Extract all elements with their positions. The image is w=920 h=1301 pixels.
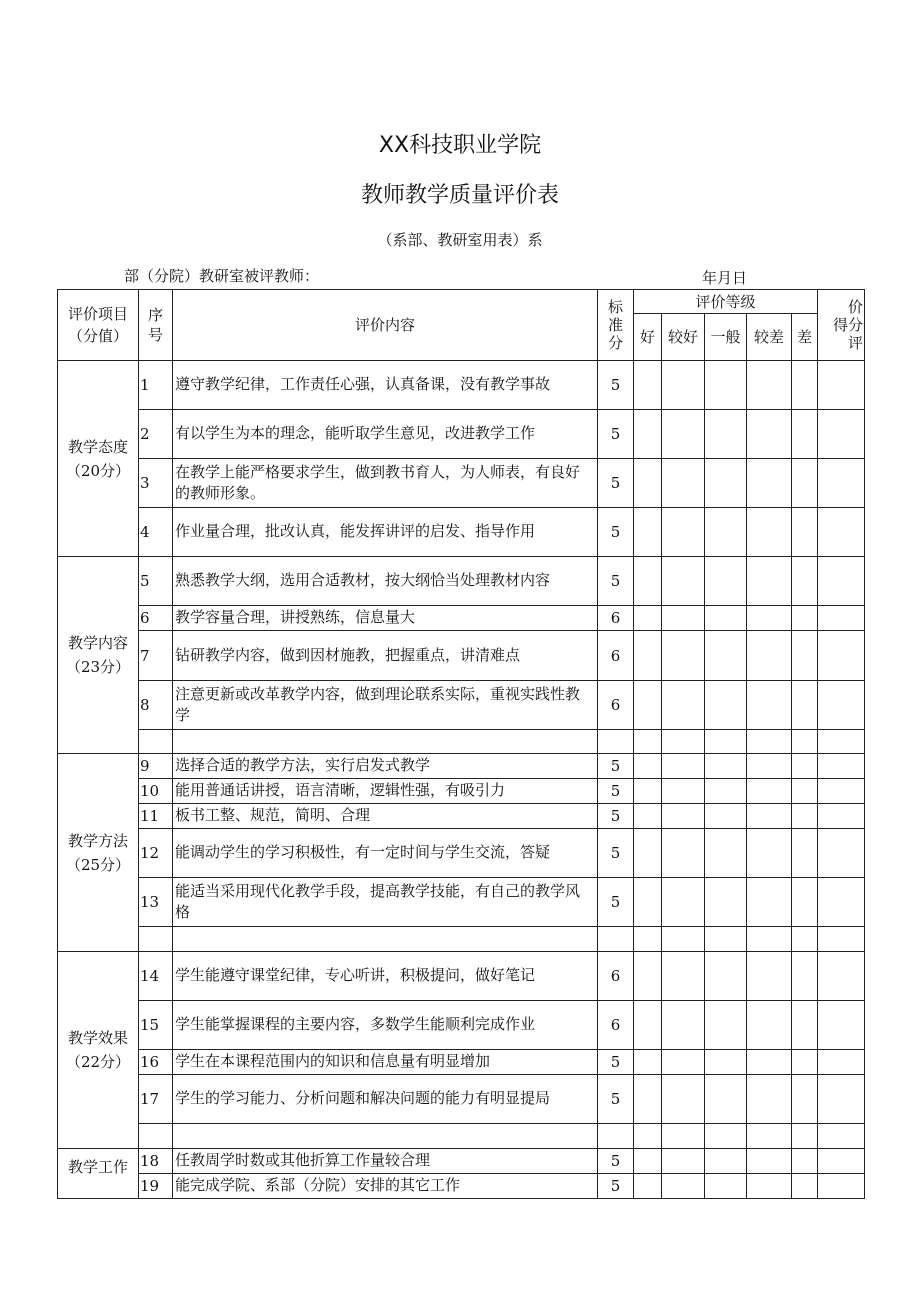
grade-checkbox-cell[interactable] (705, 754, 747, 779)
row-content: 任教周学时数或其他折算工作量较合理 (173, 1149, 598, 1174)
category-points: （25分） (65, 855, 131, 874)
grade-checkbox-cell[interactable] (634, 410, 662, 459)
grade-checkbox-cell[interactable] (747, 1174, 792, 1199)
table-row (58, 1075, 865, 1124)
row-standard-score: 5 (598, 508, 634, 557)
grade-checkbox-cell[interactable] (662, 829, 705, 878)
header-item-cell (58, 290, 139, 361)
blank-row (58, 730, 865, 754)
row-content: 有以学生为本的理念，能听取学生意见，改进教学工作 (173, 410, 598, 459)
blank-cell (818, 730, 865, 754)
row-number: 19 (139, 1174, 173, 1199)
row-content: 遵守教学纪律，工作责任心强，认真备课，没有教学事故 (173, 361, 598, 410)
grade-checkbox-cell[interactable] (792, 878, 818, 927)
blank-cell (173, 1124, 598, 1149)
blank-cell (662, 1124, 705, 1149)
row-standard-score: 6 (598, 631, 634, 681)
header-standard-cell (598, 290, 634, 361)
row-content: 板书工整、规范，简明、合理 (173, 804, 598, 829)
table-row (58, 952, 865, 1001)
grade-checkbox-cell[interactable] (662, 508, 705, 557)
total-score-cell[interactable] (818, 508, 865, 557)
row-standard-score: 5 (598, 410, 634, 459)
row-content: 作业量合理，批改认真，能发挥讲评的启发、指导作用 (173, 508, 598, 557)
grade-checkbox-cell[interactable] (705, 508, 747, 557)
header-total-line2: 得分 (832, 316, 863, 334)
row-number: 11 (139, 804, 173, 829)
grade-checkbox-cell[interactable] (747, 1001, 792, 1050)
blank-cell (747, 927, 792, 952)
table-row (58, 829, 865, 878)
grade-checkbox-cell[interactable] (662, 606, 705, 631)
grade-checkbox-cell[interactable] (792, 1149, 818, 1174)
category-points: （22分） (65, 1053, 131, 1071)
grade-checkbox-cell[interactable] (792, 1075, 818, 1124)
grade-checkbox-cell[interactable] (747, 361, 792, 410)
grade-checkbox-cell[interactable] (747, 557, 792, 606)
row-standard-score: 5 (598, 1174, 634, 1199)
row-number: 17 (139, 1075, 173, 1124)
total-score-cell[interactable] (818, 829, 865, 878)
total-score-cell[interactable] (818, 952, 865, 1001)
row-content: 能适当采用现代化教学手段，提高教学技能，有自己的教学风格 (173, 878, 598, 927)
grade-checkbox-cell[interactable] (705, 1174, 747, 1199)
blank-cell (173, 730, 598, 754)
total-score-cell[interactable] (818, 459, 865, 508)
table-row (58, 361, 865, 410)
category-name: 教学效果 (67, 1029, 128, 1047)
department-teacher-label: 部（分院）教研室被评教师： (124, 267, 320, 285)
category-points: （20分） (65, 461, 131, 480)
grade-checkbox-cell[interactable] (705, 1075, 747, 1124)
row-standard-score: 5 (598, 779, 634, 804)
header-no-line1: 序 (147, 306, 163, 324)
grade-checkbox-cell[interactable] (662, 631, 705, 681)
grade-checkbox-cell[interactable] (705, 1149, 747, 1174)
grade-checkbox-cell[interactable] (705, 410, 747, 459)
form-subtitle: （系部、教研室用表）系 (377, 231, 543, 249)
total-score-cell[interactable] (818, 410, 865, 459)
grade-checkbox-cell[interactable] (662, 557, 705, 606)
row-content: 熟悉教学大纲，选用合适教材，按大纲恰当处理教材内容 (173, 557, 598, 606)
row-number: 4 (139, 508, 173, 557)
grade-checkbox-cell[interactable] (634, 829, 662, 878)
grade-checkbox-cell[interactable] (747, 681, 792, 730)
row-standard-score: 5 (598, 804, 634, 829)
date-label: 年月日 (702, 269, 748, 287)
header-standard-line2: 准 (607, 316, 623, 334)
row-content: 钻研教学内容，做到因材施教，把握重点，讲清难点 (173, 631, 598, 681)
grade-checkbox-cell[interactable] (705, 804, 747, 829)
grade-checkbox-cell[interactable] (634, 606, 662, 631)
header-standard-line1: 标 (607, 298, 623, 316)
grade-checkbox-cell[interactable] (747, 410, 792, 459)
blank-cell (634, 1124, 662, 1149)
grade-checkbox-cell[interactable] (662, 1149, 705, 1174)
row-number: 16 (139, 1050, 173, 1075)
grade-checkbox-cell[interactable] (792, 754, 818, 779)
grade-checkbox-cell[interactable] (634, 681, 662, 730)
table-row (58, 754, 865, 779)
category-cell (58, 1149, 139, 1199)
row-content: 能完成学院、系部（分院）安排的其它工作 (173, 1174, 598, 1199)
row-standard-score: 5 (598, 1149, 634, 1174)
grade-checkbox-cell[interactable] (747, 878, 792, 927)
grade-checkbox-cell[interactable] (792, 631, 818, 681)
row-content: 学生在本课程范围内的知识和信息量有明显增加 (173, 1050, 598, 1075)
grade-checkbox-cell[interactable] (634, 878, 662, 927)
blank-cell (598, 927, 634, 952)
row-standard-score: 5 (598, 361, 634, 410)
blank-cell (662, 730, 705, 754)
grade-checkbox-cell[interactable] (662, 1174, 705, 1199)
grade-checkbox-cell[interactable] (705, 952, 747, 1001)
header-no-line2: 号 (147, 326, 163, 344)
total-score-cell[interactable] (818, 631, 865, 681)
grade-fairly-good: 较好 (662, 314, 705, 361)
row-content: 能用普通话讲授，语言清晰，逻辑性强，有吸引力 (173, 779, 598, 804)
grade-checkbox-cell[interactable] (662, 779, 705, 804)
row-content: 学生的学习能力、分析问题和解决问题的能力有明显提局 (173, 1075, 598, 1124)
grade-checkbox-cell[interactable] (747, 1050, 792, 1075)
grade-checkbox-cell[interactable] (662, 1001, 705, 1050)
row-content: 学生能遵守课堂纪律，专心听讲，积极提问，做好笔记 (173, 952, 598, 1001)
header-item-label: 评价项目 (67, 305, 128, 323)
blank-cell (662, 927, 705, 952)
row-number: 15 (139, 1001, 173, 1050)
row-number: 9 (139, 754, 173, 779)
grade-checkbox-cell[interactable] (634, 1149, 662, 1174)
grade-checkbox-cell[interactable] (705, 779, 747, 804)
table-row (58, 1001, 865, 1050)
grade-checkbox-cell[interactable] (705, 361, 747, 410)
blank-cell (705, 1124, 747, 1149)
row-standard-score: 5 (598, 878, 634, 927)
row-content: 注意更新或改革教学内容，做到理论联系实际，重视实践性教学 (173, 681, 598, 730)
blank-cell (818, 1124, 865, 1149)
total-score-cell[interactable] (818, 1050, 865, 1075)
blank-cell (634, 730, 662, 754)
header-item-points-label: （分值） (67, 327, 128, 345)
category-cell (58, 952, 139, 1149)
blank-cell (792, 730, 818, 754)
grade-checkbox-cell[interactable] (634, 952, 662, 1001)
row-content: 教学容量合理，讲授熟练，信息量大 (173, 606, 598, 631)
grade-good: 好 (634, 314, 662, 361)
row-standard-score: 6 (598, 681, 634, 730)
row-number: 8 (139, 681, 173, 730)
row-standard-score: 5 (598, 557, 634, 606)
grade-checkbox-cell[interactable] (662, 1050, 705, 1075)
table-row (58, 1050, 865, 1075)
table-row (58, 1174, 865, 1199)
row-standard-score: 5 (598, 1075, 634, 1124)
row-standard-score: 6 (598, 606, 634, 631)
table-row (58, 878, 865, 927)
blank-cell (598, 1124, 634, 1149)
grade-checkbox-cell[interactable] (705, 681, 747, 730)
total-score-cell[interactable] (818, 878, 865, 927)
category-cell (58, 361, 139, 557)
form-title: 教师教学质量评价表 (360, 183, 559, 208)
grade-checkbox-cell[interactable] (705, 606, 747, 631)
header-no-cell (139, 290, 173, 361)
table-row (58, 1149, 865, 1174)
grade-checkbox-cell[interactable] (792, 952, 818, 1001)
header-content-label: 评价内容 (173, 290, 598, 361)
category-name: 教学工作 (67, 1158, 128, 1176)
blank-cell (818, 927, 865, 952)
total-score-cell[interactable] (818, 1174, 865, 1199)
grade-checkbox-cell[interactable] (792, 557, 818, 606)
grade-checkbox-cell[interactable] (792, 459, 818, 508)
grade-checkbox-cell[interactable] (634, 459, 662, 508)
grade-checkbox-cell[interactable] (792, 1001, 818, 1050)
grade-checkbox-cell[interactable] (792, 606, 818, 631)
blank-cell (139, 730, 173, 754)
grade-checkbox-cell[interactable] (634, 804, 662, 829)
grade-checkbox-cell[interactable] (662, 878, 705, 927)
row-content: 学生能掌握课程的主要内容，多数学生能顺利完成作业 (173, 1001, 598, 1050)
total-score-cell[interactable] (818, 681, 865, 730)
grade-checkbox-cell[interactable] (662, 681, 705, 730)
row-number: 5 (139, 557, 173, 606)
blank-cell (598, 730, 634, 754)
row-number: 14 (139, 952, 173, 1001)
grade-checkbox-cell[interactable] (634, 557, 662, 606)
header-standard-line3: 分 (607, 334, 623, 352)
table-row (58, 804, 865, 829)
grade-checkbox-cell[interactable] (634, 1050, 662, 1075)
grade-checkbox-cell[interactable] (662, 459, 705, 508)
table-row (58, 681, 865, 730)
grade-checkbox-cell[interactable] (792, 410, 818, 459)
grade-checkbox-cell[interactable] (747, 1075, 792, 1124)
row-standard-score: 6 (598, 1001, 634, 1050)
grade-checkbox-cell[interactable] (792, 508, 818, 557)
table-row (58, 557, 865, 606)
row-standard-score: 5 (598, 459, 634, 508)
total-score-cell[interactable] (818, 606, 865, 631)
category-name: 教学内容 (67, 634, 128, 652)
grade-checkbox-cell[interactable] (705, 1001, 747, 1050)
row-number: 2 (139, 410, 173, 459)
blank-cell (173, 927, 598, 952)
header-total-line3: 评 (847, 334, 863, 352)
grade-checkbox-cell[interactable] (662, 804, 705, 829)
blank-row (58, 927, 865, 952)
category-points: （23分） (65, 658, 131, 676)
grade-checkbox-cell[interactable] (634, 779, 662, 804)
grade-checkbox-cell[interactable] (747, 829, 792, 878)
header-total-line1: 价 (847, 298, 863, 316)
grade-checkbox-cell[interactable] (705, 829, 747, 878)
row-standard-score: 6 (598, 952, 634, 1001)
grade-checkbox-cell[interactable] (705, 631, 747, 681)
grade-checkbox-cell[interactable] (747, 631, 792, 681)
grade-checkbox-cell[interactable] (634, 1075, 662, 1124)
table-row (58, 410, 865, 459)
grade-checkbox-cell[interactable] (634, 361, 662, 410)
category-cell (58, 557, 139, 754)
blank-cell (747, 730, 792, 754)
grade-checkbox-cell[interactable] (792, 681, 818, 730)
blank-cell (634, 927, 662, 952)
grade-checkbox-cell[interactable] (747, 1149, 792, 1174)
grade-checkbox-cell[interactable] (747, 952, 792, 1001)
blank-cell (792, 927, 818, 952)
table-row (58, 508, 865, 557)
grade-checkbox-cell[interactable] (634, 754, 662, 779)
blank-cell (139, 1124, 173, 1149)
grade-checkbox-cell[interactable] (662, 1075, 705, 1124)
evaluation-table (57, 289, 865, 1199)
row-number: 10 (139, 779, 173, 804)
table-row (58, 631, 865, 681)
grade-checkbox-cell[interactable] (705, 557, 747, 606)
grade-checkbox-cell[interactable] (747, 804, 792, 829)
grade-average: 一般 (705, 314, 747, 361)
total-score-cell[interactable] (818, 754, 865, 779)
blank-cell (792, 1124, 818, 1149)
total-score-cell[interactable] (818, 804, 865, 829)
grade-fairly-poor: 较差 (747, 314, 792, 361)
grade-checkbox-cell[interactable] (634, 631, 662, 681)
grade-poor: 差 (792, 314, 818, 361)
grade-checkbox-cell[interactable] (792, 1050, 818, 1075)
grade-checkbox-cell[interactable] (634, 508, 662, 557)
grade-checkbox-cell[interactable] (747, 779, 792, 804)
grade-checkbox-cell[interactable] (792, 779, 818, 804)
grade-checkbox-cell[interactable] (634, 1174, 662, 1199)
grade-checkbox-cell[interactable] (634, 1001, 662, 1050)
grade-checkbox-cell[interactable] (662, 754, 705, 779)
row-number: 12 (139, 829, 173, 878)
row-standard-score: 5 (598, 754, 634, 779)
row-number: 18 (139, 1149, 173, 1174)
row-content: 选择合适的教学方法，实行启发式教学 (173, 754, 598, 779)
row-standard-score: 5 (598, 829, 634, 878)
grade-checkbox-cell[interactable] (662, 361, 705, 410)
grade-checkbox-cell[interactable] (747, 508, 792, 557)
grade-checkbox-cell[interactable] (792, 804, 818, 829)
row-standard-score: 5 (598, 1050, 634, 1075)
blank-cell (705, 927, 747, 952)
grade-checkbox-cell[interactable] (792, 361, 818, 410)
blank-cell (705, 730, 747, 754)
total-score-cell[interactable] (818, 779, 865, 804)
row-number: 3 (139, 459, 173, 508)
school-title: XX科技职业学院 (378, 133, 542, 158)
table-row (58, 606, 865, 631)
blank-row (58, 1124, 865, 1149)
grade-checkbox-cell[interactable] (662, 410, 705, 459)
blank-cell (747, 1124, 792, 1149)
total-score-cell[interactable] (818, 1001, 865, 1050)
header-total-cell (818, 290, 865, 361)
grade-checkbox-cell[interactable] (705, 459, 747, 508)
header-grade-label: 评价等级 (634, 290, 818, 314)
grade-checkbox-cell[interactable] (747, 606, 792, 631)
grade-checkbox-cell[interactable] (705, 1050, 747, 1075)
category-name: 教学态度 (67, 437, 128, 456)
total-score-cell[interactable] (818, 1075, 865, 1124)
grade-checkbox-cell[interactable] (705, 878, 747, 927)
grade-checkbox-cell[interactable] (747, 459, 792, 508)
total-score-cell[interactable] (818, 1149, 865, 1174)
grade-checkbox-cell[interactable] (747, 754, 792, 779)
grade-checkbox-cell[interactable] (662, 952, 705, 1001)
total-score-cell[interactable] (818, 361, 865, 410)
category-cell (58, 754, 139, 952)
grade-checkbox-cell[interactable] (792, 829, 818, 878)
total-score-cell[interactable] (818, 557, 865, 606)
row-content: 能调动学生的学习积极性，有一定时间与学生交流，答疑 (173, 829, 598, 878)
row-number: 13 (139, 878, 173, 927)
row-number: 7 (139, 631, 173, 681)
table-row (58, 459, 865, 508)
row-number: 1 (139, 361, 173, 410)
blank-cell (139, 927, 173, 952)
row-content: 在教学上能严格要求学生，做到教书育人，为人师表，有良好的教师形象。 (173, 459, 598, 508)
table-row (58, 779, 865, 804)
row-number: 6 (139, 606, 173, 631)
category-name: 教学方法 (67, 831, 128, 850)
grade-checkbox-cell[interactable] (792, 1174, 818, 1199)
